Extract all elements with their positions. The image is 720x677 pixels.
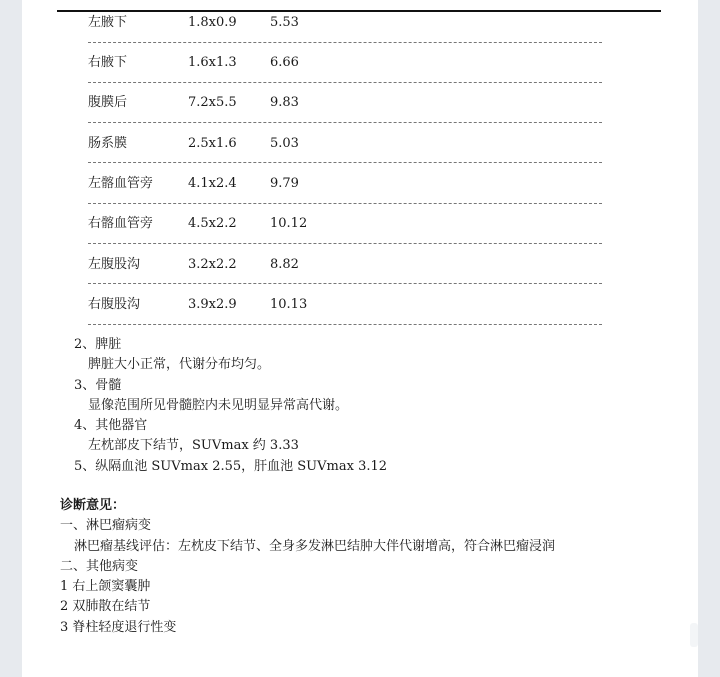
diagnosis-item: 2 双肺散在结节 — [60, 599, 151, 614]
row-site: 左腹股沟 — [88, 257, 141, 272]
report-page — [22, 0, 698, 677]
diagnosis-section1-heading: 一、淋巴瘤病变 — [60, 518, 152, 533]
row-divider — [88, 42, 602, 43]
row-divider — [88, 122, 602, 123]
row-divider — [88, 203, 602, 204]
row-size: 3.2x2.2 — [188, 257, 237, 272]
table-top-rule — [57, 10, 661, 12]
row-suvmax: 10.13 — [270, 297, 308, 312]
spleen-text: 脾脏大小正常，代谢分布均匀。 — [88, 357, 271, 372]
diagnosis-item: 3 脊柱轻度退行性变 — [60, 620, 177, 635]
row-divider — [88, 324, 602, 325]
row-size: 4.1x2.4 — [188, 176, 237, 191]
row-divider — [88, 82, 602, 83]
row-suvmax: 6.66 — [270, 55, 299, 70]
row-site: 右髂血管旁 — [88, 216, 154, 231]
diagnosis-item: 1 右上颌窦囊肿 — [60, 579, 151, 594]
row-site: 左腋下 — [88, 15, 128, 30]
marrow-text: 显像范围所见骨髓腔内未见明显异常高代谢。 — [88, 398, 349, 413]
edge-artifact — [690, 623, 698, 647]
row-size: 3.9x2.9 — [188, 297, 237, 312]
marrow-heading: 3、骨髓 — [74, 378, 122, 393]
row-suvmax: 10.12 — [270, 216, 308, 231]
row-site: 左髂血管旁 — [88, 176, 154, 191]
other-organs-text: 左枕部皮下结节，SUVmax 约 3.33 — [88, 438, 299, 453]
row-site: 腹膜后 — [88, 95, 128, 110]
row-size: 2.5x1.6 — [188, 136, 237, 151]
row-suvmax: 9.79 — [270, 176, 299, 191]
row-size: 1.8x0.9 — [188, 15, 237, 30]
row-site: 肠系膜 — [88, 136, 128, 151]
diagnosis-section1-text: 淋巴瘤基线评估：左枕皮下结节、全身多发淋巴结肿大伴代谢增高，符合淋巴瘤浸润 — [74, 539, 556, 554]
row-suvmax: 5.53 — [270, 15, 299, 30]
diagnosis-title: 诊断意见： — [60, 498, 126, 513]
row-size: 1.6x1.3 — [188, 55, 237, 70]
diagnosis-section2-heading: 二、其他病变 — [60, 559, 139, 574]
row-divider — [88, 283, 602, 284]
row-site: 右腹股沟 — [88, 297, 141, 312]
row-divider — [88, 243, 602, 244]
blood-pool-text: 5、纵隔血池 SUVmax 2.55，肝血池 SUVmax 3.12 — [74, 459, 388, 474]
row-size: 4.5x2.2 — [188, 216, 237, 231]
spleen-heading: 2、脾脏 — [74, 337, 122, 352]
row-size: 7.2x5.5 — [188, 95, 237, 110]
other-organs-heading: 4、其他器官 — [74, 418, 148, 433]
row-site: 右腋下 — [88, 55, 128, 70]
row-suvmax: 9.83 — [270, 95, 299, 110]
row-suvmax: 5.03 — [270, 136, 299, 151]
row-suvmax: 8.82 — [270, 257, 299, 272]
row-divider — [88, 162, 602, 163]
